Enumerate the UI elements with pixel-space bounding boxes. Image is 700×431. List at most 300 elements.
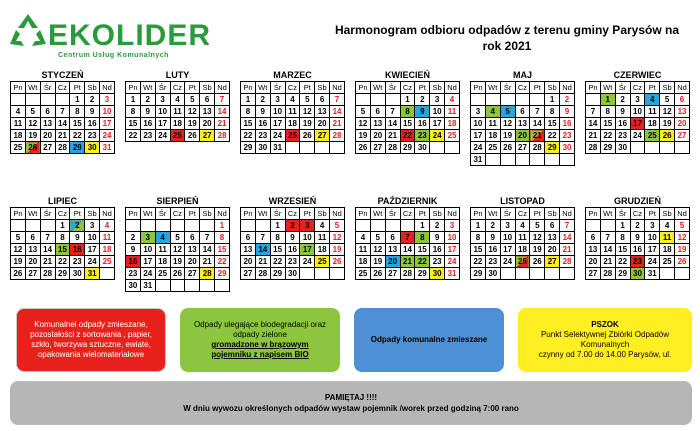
day-cell: 27 xyxy=(586,268,601,280)
day-cell: 21 xyxy=(330,118,345,130)
day-cell: 26 xyxy=(170,268,185,280)
day-cell: 4 xyxy=(445,94,460,106)
weekday-label: Śr xyxy=(155,82,170,94)
day-cell: 27 xyxy=(675,130,690,142)
day-cell: 22 xyxy=(615,256,630,268)
day-cell: 14 xyxy=(530,118,545,130)
day-cell: 23 xyxy=(415,130,430,142)
day-cell: 29 xyxy=(415,268,430,280)
weekday-label: Sb xyxy=(315,82,330,94)
day-cell: 28 xyxy=(530,142,545,154)
day-cell: 11 xyxy=(645,106,660,118)
weekday-header xyxy=(241,82,345,94)
day-cell: 8 xyxy=(471,232,486,244)
day-cell: 28 xyxy=(385,142,400,154)
page-title xyxy=(322,22,692,54)
day-cell: 11 xyxy=(660,232,675,244)
day-cell: 21 xyxy=(530,130,545,142)
month-calendar xyxy=(125,196,230,292)
empty-cell xyxy=(385,94,400,106)
day-cell: 12 xyxy=(170,244,185,256)
day-cell: 12 xyxy=(500,118,515,130)
day-cell: 9 xyxy=(415,106,430,118)
empty-cell xyxy=(200,220,215,232)
empty-cell xyxy=(55,94,70,106)
day-cell: 11 xyxy=(445,106,460,118)
day-cell: 28 xyxy=(40,268,55,280)
empty-cell xyxy=(660,268,675,280)
day-cell: 27 xyxy=(200,130,215,142)
day-cell: 5 xyxy=(300,94,315,106)
day-cell: 15 xyxy=(600,118,615,130)
legend-pszok xyxy=(518,308,692,372)
logo-name: EKOLIDER xyxy=(48,19,212,52)
weekday-label: Nd xyxy=(445,82,460,94)
week-row xyxy=(586,142,690,154)
day-cell: 30 xyxy=(85,142,100,154)
month-table xyxy=(470,207,575,280)
weekday-header xyxy=(126,82,230,94)
day-cell: 25 xyxy=(155,268,170,280)
day-cell: 10 xyxy=(270,106,285,118)
week-row xyxy=(11,244,115,256)
day-cell: 19 xyxy=(530,244,545,256)
day-cell: 28 xyxy=(255,268,270,280)
day-cell: 8 xyxy=(270,232,285,244)
empty-cell xyxy=(430,142,445,154)
day-cell: 8 xyxy=(70,106,85,118)
weekday-header xyxy=(586,208,690,220)
weekday-label: Nd xyxy=(675,208,690,220)
day-cell: 6 xyxy=(315,94,330,106)
weekday-label: Nd xyxy=(215,208,230,220)
day-cell: 2 xyxy=(85,94,100,106)
day-cell: 24 xyxy=(500,256,515,268)
day-cell: 28 xyxy=(200,268,215,280)
month-table xyxy=(240,81,345,154)
day-cell: 28 xyxy=(330,130,345,142)
day-cell: 6 xyxy=(25,232,40,244)
weekday-label: Śr xyxy=(40,208,55,220)
day-cell: 27 xyxy=(315,130,330,142)
day-cell: 14 xyxy=(55,118,70,130)
day-cell: 1 xyxy=(600,94,615,106)
weekday-header xyxy=(126,208,230,220)
weekday-label: Wt xyxy=(600,82,615,94)
weekday-label: Pt xyxy=(70,82,85,94)
weekday-label: Sb xyxy=(545,208,560,220)
day-cell: 17 xyxy=(445,244,460,256)
weekday-label: Śr xyxy=(40,82,55,94)
month-calendar xyxy=(125,70,230,142)
day-cell: 16 xyxy=(415,118,430,130)
week-row xyxy=(241,232,345,244)
day-cell: 19 xyxy=(185,118,200,130)
week-row xyxy=(586,232,690,244)
weekday-label: Pn xyxy=(586,208,601,220)
weekday-label: Sb xyxy=(85,82,100,94)
day-cell: 5 xyxy=(356,106,371,118)
legend-blue-line: Odpady komunalne zmieszane xyxy=(370,335,488,344)
day-cell: 24 xyxy=(270,130,285,142)
day-cell: 27 xyxy=(370,142,385,154)
weekday-label: Wt xyxy=(370,208,385,220)
weekday-label: Wt xyxy=(25,208,40,220)
day-cell: 12 xyxy=(660,106,675,118)
weekday-label: Cz xyxy=(285,208,300,220)
day-cell: 26 xyxy=(185,130,200,142)
day-cell: 14 xyxy=(330,106,345,118)
empty-cell xyxy=(140,220,155,232)
day-cell: 8 xyxy=(615,232,630,244)
weekday-label: Śr xyxy=(500,208,515,220)
empty-cell xyxy=(330,142,345,154)
day-cell: 24 xyxy=(630,130,645,142)
month-name: SIERPIEŃ xyxy=(156,196,199,206)
legend-green-line: pojemniku z napisem BIO xyxy=(211,350,309,359)
logo-subtitle: Centrum Usług Komunalnych xyxy=(58,52,169,59)
day-cell: 3 xyxy=(155,94,170,106)
day-cell: 25 xyxy=(645,130,660,142)
legend-red-line: szkło, tworzywa sztuczne, ewiate, xyxy=(31,340,151,349)
empty-cell xyxy=(241,220,256,232)
weekday-label: Sb xyxy=(660,82,675,94)
day-cell: 9 xyxy=(140,106,155,118)
day-cell: 30 xyxy=(285,268,300,280)
day-cell: 9 xyxy=(430,232,445,244)
day-cell: 10 xyxy=(430,106,445,118)
note-title: PAMIĘTAJ !!!! xyxy=(324,393,378,402)
day-cell: 13 xyxy=(370,118,385,130)
weekday-label: Pn xyxy=(471,82,486,94)
empty-cell xyxy=(530,94,545,106)
day-cell: 9 xyxy=(85,106,100,118)
empty-cell xyxy=(645,142,660,154)
weekday-label: Cz xyxy=(170,82,185,94)
note-text: W dniu wywozu określonych odpadów wystaw pojemnik /worek przed godziną 7:00 rano xyxy=(183,404,519,413)
day-cell: 17 xyxy=(270,118,285,130)
day-cell: 18 xyxy=(285,118,300,130)
day-cell: 10 xyxy=(500,232,515,244)
day-cell: 3 xyxy=(140,232,155,244)
empty-cell xyxy=(315,142,330,154)
weekday-label: Śr xyxy=(385,208,400,220)
week-row xyxy=(356,268,460,280)
legend-mixed-waste xyxy=(16,308,166,372)
day-cell: 28 xyxy=(600,268,615,280)
day-cell: 11 xyxy=(155,244,170,256)
title-line-1: Harmonogram odbioru odpadów z terenu gminy Parysów na xyxy=(334,23,680,37)
day-cell: 18 xyxy=(515,244,530,256)
week-row xyxy=(356,232,460,244)
week-row xyxy=(471,244,575,256)
weekday-label: Sb xyxy=(85,208,100,220)
weekday-label: Pn xyxy=(241,208,256,220)
empty-cell xyxy=(485,154,500,166)
week-row xyxy=(471,256,575,268)
month-calendar xyxy=(355,70,460,154)
month-name: PAŹDZIERNIK xyxy=(377,196,438,206)
day-cell: 1 xyxy=(270,220,285,232)
day-cell: 19 xyxy=(11,256,26,268)
week-row xyxy=(586,256,690,268)
empty-cell xyxy=(545,268,560,280)
week-row xyxy=(126,256,230,268)
day-cell: 4 xyxy=(356,232,371,244)
legend-yellow-line: Punkt Selektywnej Zbiórki Odpadów xyxy=(540,330,670,339)
day-cell: 3 xyxy=(430,94,445,106)
day-cell: 13 xyxy=(515,118,530,130)
week-row xyxy=(586,94,690,106)
day-cell: 15 xyxy=(471,244,486,256)
day-cell: 15 xyxy=(70,118,85,130)
weekday-label: Pt xyxy=(645,208,660,220)
day-cell: 4 xyxy=(11,106,26,118)
empty-cell xyxy=(586,94,601,106)
empty-cell xyxy=(155,280,170,292)
day-cell: 14 xyxy=(40,244,55,256)
day-cell: 20 xyxy=(185,256,200,268)
week-row xyxy=(11,220,115,232)
day-cell: 27 xyxy=(515,142,530,154)
weekday-label: Cz xyxy=(630,82,645,94)
day-cell: 9 xyxy=(126,244,141,256)
day-cell: 29 xyxy=(545,142,560,154)
day-cell: 8 xyxy=(415,232,430,244)
empty-cell xyxy=(500,94,515,106)
week-row xyxy=(471,232,575,244)
day-cell: 3 xyxy=(85,220,100,232)
day-cell: 30 xyxy=(70,268,85,280)
day-cell: 27 xyxy=(185,268,200,280)
day-cell: 3 xyxy=(645,220,660,232)
day-cell: 24 xyxy=(430,130,445,142)
day-cell: 30 xyxy=(630,268,645,280)
day-cell: 25 xyxy=(485,142,500,154)
day-cell: 23 xyxy=(85,130,100,142)
weekday-label: Pn xyxy=(586,82,601,94)
day-cell: 30 xyxy=(415,142,430,154)
month-table xyxy=(355,81,460,154)
day-cell: 7 xyxy=(255,232,270,244)
weekday-label: Wt xyxy=(370,82,385,94)
day-cell: 16 xyxy=(126,256,141,268)
weekday-label: Pt xyxy=(530,82,545,94)
day-cell: 31 xyxy=(471,154,486,166)
day-cell: 3 xyxy=(100,94,115,106)
day-cell: 23 xyxy=(255,130,270,142)
day-cell: 23 xyxy=(430,256,445,268)
week-row xyxy=(241,118,345,130)
day-cell: 20 xyxy=(370,130,385,142)
weekday-label: Śr xyxy=(270,208,285,220)
day-cell: 22 xyxy=(270,256,285,268)
day-cell: 2 xyxy=(615,94,630,106)
day-cell: 16 xyxy=(285,244,300,256)
month-table xyxy=(585,81,690,154)
weekday-label: Pt xyxy=(300,82,315,94)
day-cell: 5 xyxy=(530,220,545,232)
day-cell: 31 xyxy=(85,268,100,280)
day-cell: 26 xyxy=(330,256,345,268)
day-cell: 29 xyxy=(215,268,230,280)
weekday-label: Nd xyxy=(560,208,575,220)
week-row xyxy=(11,94,115,106)
day-cell: 18 xyxy=(445,118,460,130)
day-cell: 7 xyxy=(530,106,545,118)
day-cell: 19 xyxy=(330,244,345,256)
day-cell: 27 xyxy=(385,268,400,280)
empty-cell xyxy=(630,142,645,154)
day-cell: 2 xyxy=(485,220,500,232)
week-row xyxy=(356,142,460,154)
weekday-header xyxy=(11,208,115,220)
day-cell: 4 xyxy=(315,220,330,232)
day-cell: 1 xyxy=(55,220,70,232)
day-cell: 16 xyxy=(560,118,575,130)
day-cell: 13 xyxy=(241,244,256,256)
month-calendar xyxy=(585,196,690,280)
week-row xyxy=(471,106,575,118)
empty-cell xyxy=(370,94,385,106)
month-name: GRUDZIEŃ xyxy=(614,196,661,206)
day-cell: 3 xyxy=(445,220,460,232)
day-cell: 21 xyxy=(600,256,615,268)
weekday-label: Wt xyxy=(485,82,500,94)
day-cell: 13 xyxy=(185,244,200,256)
empty-cell xyxy=(530,268,545,280)
day-cell: 22 xyxy=(70,130,85,142)
week-row xyxy=(241,142,345,154)
week-row xyxy=(471,154,575,166)
day-cell: 4 xyxy=(155,232,170,244)
day-cell: 13 xyxy=(385,244,400,256)
day-cell: 29 xyxy=(70,142,85,154)
day-cell: 28 xyxy=(560,256,575,268)
day-cell: 25 xyxy=(660,256,675,268)
day-cell: 19 xyxy=(660,118,675,130)
day-cell: 18 xyxy=(485,130,500,142)
empty-cell xyxy=(515,268,530,280)
week-row xyxy=(586,130,690,142)
weekday-label: Cz xyxy=(515,208,530,220)
weekday-label: Cz xyxy=(55,208,70,220)
week-row xyxy=(126,220,230,232)
day-cell: 7 xyxy=(385,106,400,118)
day-cell: 23 xyxy=(485,256,500,268)
month-table xyxy=(10,207,115,280)
day-cell: 4 xyxy=(285,94,300,106)
day-cell: 22 xyxy=(215,256,230,268)
week-row xyxy=(126,244,230,256)
weekday-label: Pn xyxy=(356,82,371,94)
day-cell: 1 xyxy=(415,220,430,232)
week-row xyxy=(126,106,230,118)
day-cell: 1 xyxy=(545,94,560,106)
empty-cell xyxy=(285,142,300,154)
empty-cell xyxy=(40,94,55,106)
day-cell: 6 xyxy=(675,94,690,106)
empty-cell xyxy=(330,268,345,280)
weekday-header xyxy=(356,82,460,94)
legend-green-line: odpady zielone xyxy=(233,330,287,339)
week-row xyxy=(11,268,115,280)
day-cell: 22 xyxy=(400,130,415,142)
weekday-label: Nd xyxy=(215,82,230,94)
month-calendar xyxy=(585,70,690,154)
empty-cell xyxy=(600,220,615,232)
weekday-label: Pn xyxy=(241,82,256,94)
day-cell: 21 xyxy=(55,130,70,142)
day-cell: 11 xyxy=(485,118,500,130)
empty-cell xyxy=(445,142,460,154)
weekday-label: Pn xyxy=(126,82,141,94)
day-cell: 15 xyxy=(55,244,70,256)
weekday-label: Pn xyxy=(471,208,486,220)
weekday-label: Nd xyxy=(445,208,460,220)
day-cell: 21 xyxy=(400,256,415,268)
empty-cell xyxy=(471,94,486,106)
day-cell: 26 xyxy=(370,268,385,280)
week-row xyxy=(356,244,460,256)
day-cell: 1 xyxy=(241,94,256,106)
week-row xyxy=(11,130,115,142)
day-cell: 24 xyxy=(100,130,115,142)
day-cell: 10 xyxy=(140,244,155,256)
day-cell: 19 xyxy=(356,130,371,142)
day-cell: 28 xyxy=(400,268,415,280)
weekday-label: Nd xyxy=(100,82,115,94)
legend-bio-waste xyxy=(180,308,340,372)
day-cell: 30 xyxy=(560,142,575,154)
day-cell: 3 xyxy=(270,94,285,106)
weekday-label: Cz xyxy=(55,82,70,94)
weekday-label: Cz xyxy=(285,82,300,94)
day-cell: 29 xyxy=(241,142,256,154)
day-cell: 17 xyxy=(430,118,445,130)
empty-cell xyxy=(11,220,26,232)
month-name: KWIECIEŃ xyxy=(385,70,430,80)
weekday-label: Nd xyxy=(330,208,345,220)
weekday-label: Sb xyxy=(430,208,445,220)
weekday-label: Pt xyxy=(70,208,85,220)
week-row xyxy=(241,130,345,142)
day-cell: 17 xyxy=(155,118,170,130)
empty-cell xyxy=(545,154,560,166)
month-calendar xyxy=(240,70,345,154)
weekday-label: Sb xyxy=(545,82,560,94)
weekday-label: Cz xyxy=(170,208,185,220)
day-cell: 19 xyxy=(170,256,185,268)
day-cell: 7 xyxy=(586,106,601,118)
empty-cell xyxy=(11,94,26,106)
weekday-label: Nd xyxy=(330,82,345,94)
day-cell: 8 xyxy=(126,106,141,118)
day-cell: 4 xyxy=(485,106,500,118)
day-cell: 20 xyxy=(25,256,40,268)
week-row xyxy=(471,268,575,280)
empty-cell xyxy=(100,268,115,280)
day-cell: 5 xyxy=(330,220,345,232)
day-cell: 29 xyxy=(55,268,70,280)
day-cell: 5 xyxy=(660,94,675,106)
day-cell: 11 xyxy=(285,106,300,118)
weekday-label: Śr xyxy=(500,82,515,94)
legend-green-line: gromadzone w brązowym xyxy=(211,340,309,349)
day-cell: 6 xyxy=(385,232,400,244)
empty-cell xyxy=(370,220,385,232)
weekday-label: Sb xyxy=(660,208,675,220)
